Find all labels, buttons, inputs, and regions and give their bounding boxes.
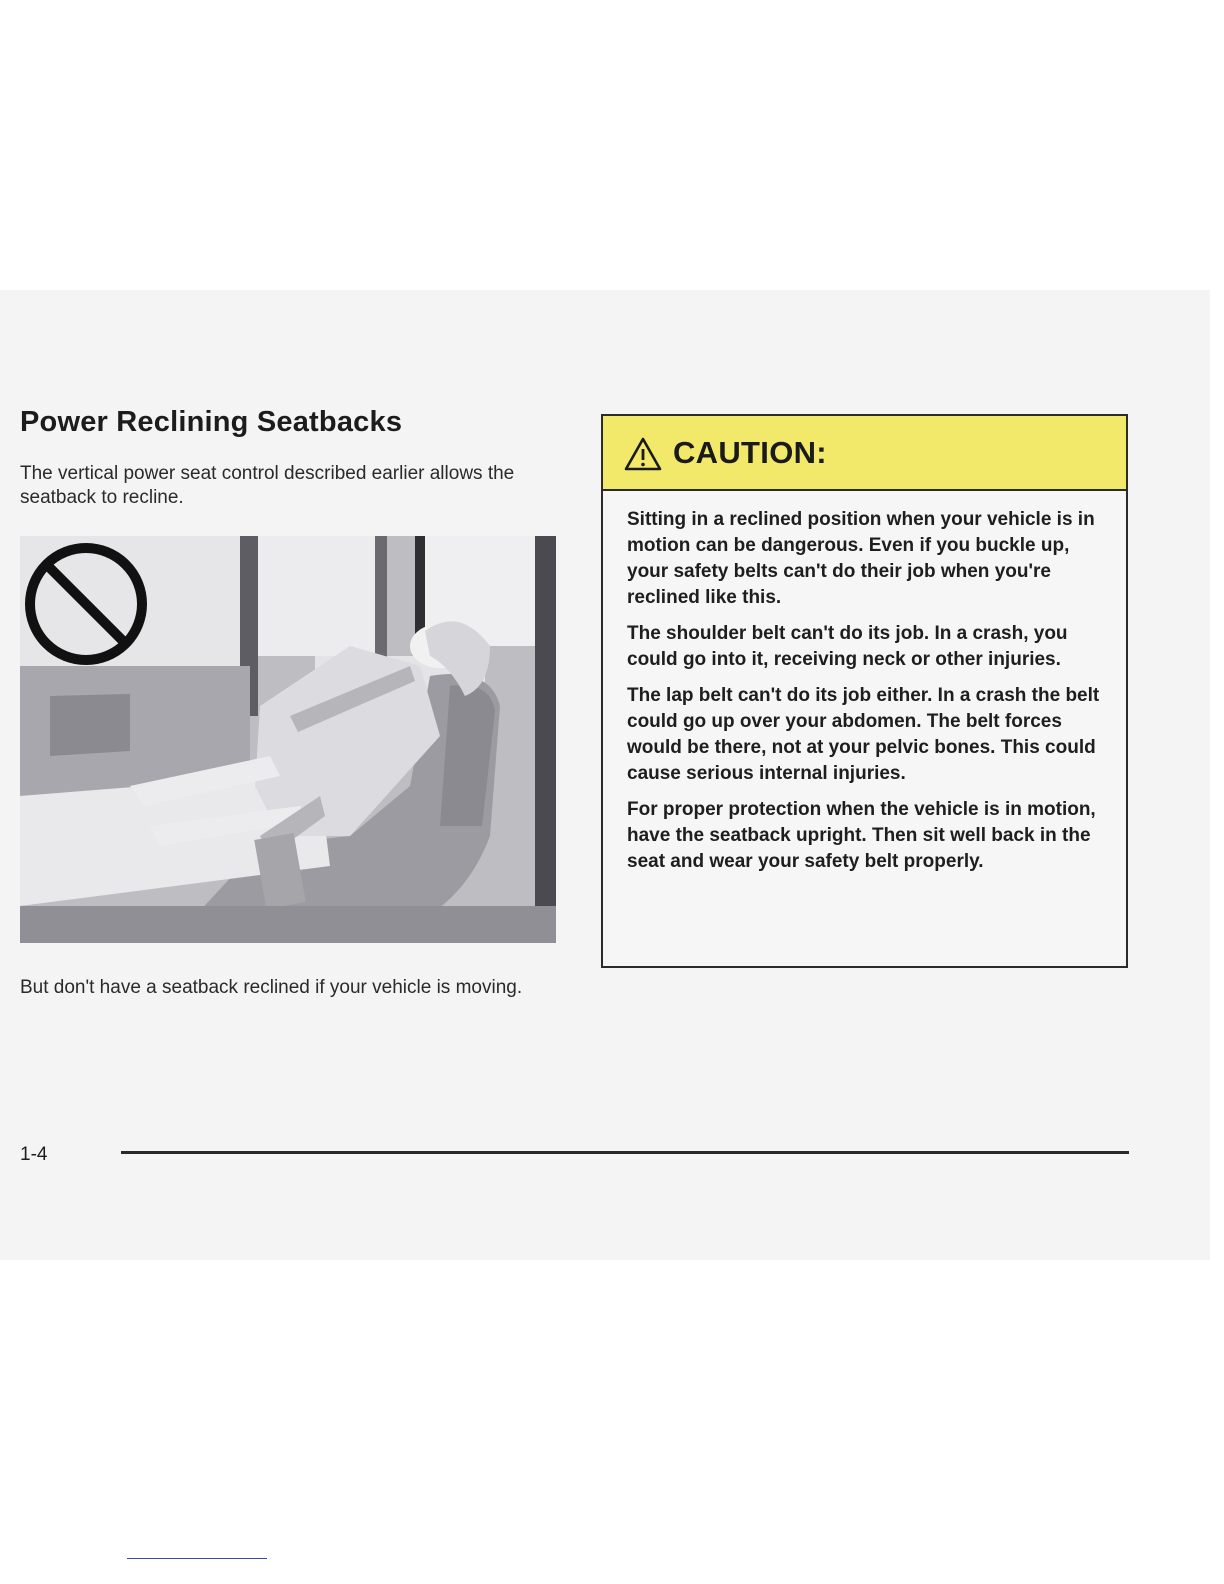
- caution-paragraph: The lap belt can't do its job either. In a crash the belt could go up over your abdomen. The belt forces would be there, not at your pelvic bones. This could cause serious internal injuries.: [627, 685, 1100, 784]
- caution-paragraph: Sitting in a reclined position when your vehicle is in motion can be dangerous. Even if you buckle up, your safety belts can't do their job when you're reclined like this.: [627, 509, 1095, 608]
- caution-body: [603, 491, 1126, 875]
- caution-title: CAUTION:: [673, 434, 827, 470]
- caution-box: [601, 414, 1128, 968]
- section-title: Power Reclining Seatbacks: [20, 406, 403, 438]
- caution-paragraph: For proper protection when the vehicle is in motion, have the seatback upright. Then sit well back in the seat and wear your safety belt properly.: [627, 799, 1096, 872]
- reclined-passenger-illustration: [20, 536, 556, 943]
- intro-paragraph: The vertical power seat control described earlier allows the seatback to recline.: [20, 463, 515, 508]
- bottom-divider: [127, 1558, 267, 1559]
- illustration-drawing: [20, 536, 556, 943]
- warning-triangle-icon: [623, 436, 663, 472]
- caution-header: [603, 416, 1126, 491]
- page-number: 1-4: [20, 1144, 48, 1165]
- after-figure-paragraph: But don't have a seatback reclined if your vehicle is moving.: [20, 977, 523, 998]
- caution-paragraph: The shoulder belt can't do its job. In a crash, you could go into it, receiving neck or other injuries.: [627, 623, 1068, 670]
- footer-divider: [121, 1151, 1129, 1154]
